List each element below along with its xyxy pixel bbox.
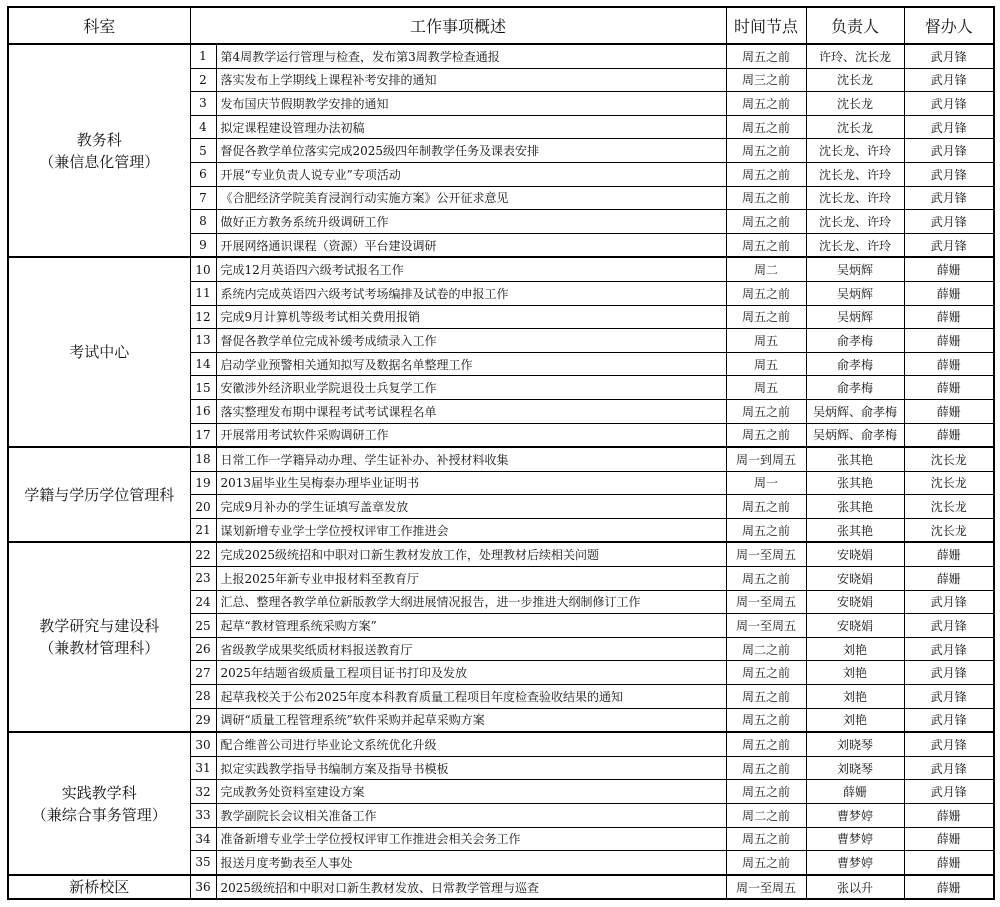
supervisor-name: 薛姗 (904, 851, 994, 875)
table-row (8, 875, 994, 900)
time-node: 周五之前 (726, 305, 806, 329)
owner-name: 张其艳 (806, 471, 904, 495)
time-node: 周一至周五 (726, 875, 806, 900)
owner-name: 刘晓琴 (806, 756, 904, 780)
row-number: 17 (190, 423, 216, 447)
supervisor-name: 武月锋 (904, 162, 994, 186)
time-node: 周二 (726, 257, 806, 281)
dept-name: 实践教学科 (61, 783, 137, 802)
owner-name: 安晓娟 (806, 590, 904, 614)
owner-name: 薛姗 (806, 780, 904, 804)
row-number: 18 (190, 447, 216, 471)
supervisor-name: 沈长龙 (904, 518, 994, 542)
row-number: 35 (190, 851, 216, 875)
row-number: 22 (190, 542, 216, 566)
task-description: 日常工作一学籍异动办理、学生证补办、补授材料收集 (216, 447, 726, 471)
time-node: 周三之前 (726, 68, 806, 92)
task-description: 2013届毕业生吴梅泰办理毕业证明书 (216, 471, 726, 495)
task-description: 做好正方教务系统升级调研工作 (216, 210, 726, 234)
time-node: 周五之前 (726, 115, 806, 139)
time-node: 周一至周五 (726, 614, 806, 638)
row-number: 12 (190, 305, 216, 329)
supervisor-name: 武月锋 (904, 590, 994, 614)
supervisor-name: 沈长龙 (904, 447, 994, 471)
row-number: 31 (190, 756, 216, 780)
task-description: 2025级统招和中职对口新生教材发放、日常教学管理与巡查 (216, 875, 726, 900)
owner-name: 张其艳 (806, 518, 904, 542)
header-task: 工作事项概述 (190, 7, 726, 44)
time-node: 周五 (726, 352, 806, 376)
supervisor-name: 薛姗 (904, 352, 994, 376)
row-number: 9 (190, 233, 216, 257)
task-description: 配合维普公司进行毕业论文系统优化升级 (216, 732, 726, 756)
owner-name: 俞孝梅 (806, 352, 904, 376)
time-node: 周五之前 (726, 780, 806, 804)
row-number: 34 (190, 827, 216, 851)
owner-name: 俞孝梅 (806, 329, 904, 353)
time-node: 周五之前 (726, 567, 806, 591)
dept-cell (8, 875, 190, 900)
task-description: 完成9月补办的学生证填写盖章发放 (216, 495, 726, 519)
table-row (8, 447, 994, 471)
time-node: 周五 (726, 329, 806, 353)
time-node: 周五之前 (726, 44, 806, 68)
owner-name: 吴炳辉 (806, 281, 904, 305)
task-description: 调研“质量工程管理系统”软件采购并起草采购方案 (216, 708, 726, 732)
task-description: 起草“教材管理系统采购方案” (216, 614, 726, 638)
work-schedule-table (7, 6, 995, 900)
task-description: 拟定课程建设管理办法初稿 (216, 115, 726, 139)
task-description: 落实整理发布期中课程考试考试课程名单 (216, 399, 726, 423)
supervisor-name: 武月锋 (904, 44, 994, 68)
supervisor-name: 沈长龙 (904, 471, 994, 495)
supervisor-name: 武月锋 (904, 732, 994, 756)
task-description: 《合肥经济学院美育浸润行动实施方案》公开征求意见 (216, 186, 726, 210)
task-description: 谋划新增专业学士学位授权评审工作推进会 (216, 518, 726, 542)
supervisor-name: 武月锋 (904, 614, 994, 638)
row-number: 10 (190, 257, 216, 281)
time-node: 周五之前 (726, 233, 806, 257)
table-row (8, 732, 994, 756)
header-row (8, 7, 994, 44)
dept-name: 学籍与学历学位管理科 (24, 485, 175, 504)
supervisor-name: 薛姗 (904, 329, 994, 353)
table-row (8, 542, 994, 566)
time-node: 周一至周五 (726, 542, 806, 566)
time-node: 周五之前 (726, 186, 806, 210)
task-description: 报送月度考勤表至人事处 (216, 851, 726, 875)
row-number: 24 (190, 590, 216, 614)
row-number: 25 (190, 614, 216, 638)
table-row (8, 44, 994, 68)
supervisor-name: 武月锋 (904, 685, 994, 709)
dept-name: 新桥校区 (69, 878, 130, 897)
task-description: 开展网络通识课程（资源）平台建设调研 (216, 233, 726, 257)
owner-name: 沈长龙 (806, 115, 904, 139)
dept-cell (8, 44, 190, 257)
row-number: 11 (190, 281, 216, 305)
time-node: 周五之前 (726, 92, 806, 116)
supervisor-name: 武月锋 (904, 233, 994, 257)
supervisor-name: 薛姗 (904, 567, 994, 591)
owner-name: 沈长龙、许玲 (806, 233, 904, 257)
row-number: 13 (190, 329, 216, 353)
owner-name: 吴炳辉、俞孝梅 (806, 399, 904, 423)
time-node: 周五之前 (726, 732, 806, 756)
task-description: 第4周教学运行管理与检查，发布第3周教学检查通报 (216, 44, 726, 68)
dept-subtitle: （兼教材管理科） (39, 639, 160, 658)
owner-name: 吴炳辉 (806, 257, 904, 281)
owner-name: 吴炳辉、俞孝梅 (806, 423, 904, 447)
header-supervisor: 督办人 (904, 7, 994, 44)
table-row (8, 257, 994, 281)
row-number: 14 (190, 352, 216, 376)
dept-name: 教务科 (76, 130, 122, 149)
time-node: 周五之前 (726, 162, 806, 186)
time-node: 周五之前 (726, 399, 806, 423)
dept-cell (8, 732, 190, 875)
row-number: 6 (190, 162, 216, 186)
task-description: 2025年结题省级质量工程项目证书打印及发放 (216, 661, 726, 685)
row-number: 33 (190, 804, 216, 828)
task-description: 系统内完成英语四六级考试考场编排及试卷的申报工作 (216, 281, 726, 305)
dept-subtitle: （兼信息化管理） (39, 152, 160, 171)
time-node: 周五之前 (726, 139, 806, 163)
time-node: 周五之前 (726, 827, 806, 851)
time-node: 周五之前 (726, 495, 806, 519)
row-number: 20 (190, 495, 216, 519)
supervisor-name: 武月锋 (904, 68, 994, 92)
dept-cell (8, 257, 190, 447)
task-description: 安徽涉外经济职业学院退役士兵复学工作 (216, 376, 726, 400)
row-number: 1 (190, 44, 216, 68)
supervisor-name: 薛姗 (904, 257, 994, 281)
time-node: 周五之前 (726, 756, 806, 780)
owner-name: 刘晓琴 (806, 732, 904, 756)
supervisor-name: 沈长龙 (904, 495, 994, 519)
supervisor-name: 薛姗 (904, 804, 994, 828)
row-number: 32 (190, 780, 216, 804)
table-body (8, 44, 994, 899)
task-description: 开展常用考试软件采购调研工作 (216, 423, 726, 447)
task-description: 完成教务处资料室建设方案 (216, 780, 726, 804)
task-description: 汇总、整理各教学单位新版教学大纲进展情况报告，进一步推进大纲制修订工作 (216, 590, 726, 614)
dept-cell (8, 542, 190, 732)
supervisor-name: 武月锋 (904, 139, 994, 163)
row-number: 29 (190, 708, 216, 732)
dept-subtitle: （兼综合事务管理） (31, 805, 167, 824)
owner-name: 安晓娟 (806, 542, 904, 566)
task-description: 启动学业预警相关通知拟写及数据名单整理工作 (216, 352, 726, 376)
task-description: 拟定实践教学指导书编制方案及指导书模板 (216, 756, 726, 780)
row-number: 30 (190, 732, 216, 756)
time-node: 周五之前 (726, 708, 806, 732)
supervisor-name: 武月锋 (904, 780, 994, 804)
dept-name: 考试中心 (69, 343, 130, 362)
time-node: 周一至周五 (726, 590, 806, 614)
owner-name: 吴炳辉 (806, 305, 904, 329)
supervisor-name: 武月锋 (904, 210, 994, 234)
owner-name: 刘艳 (806, 685, 904, 709)
task-description: 起草我校关于公布2025年度本科教育质量工程项目年度检查验收结果的通知 (216, 685, 726, 709)
supervisor-name: 武月锋 (904, 661, 994, 685)
dept-name: 教学研究与建设科 (39, 617, 160, 636)
owner-name: 曹梦婷 (806, 827, 904, 851)
time-node: 周五之前 (726, 210, 806, 234)
row-number: 8 (190, 210, 216, 234)
task-description: 完成9月计算机等级考试相关费用报销 (216, 305, 726, 329)
owner-name: 安晓娟 (806, 614, 904, 638)
supervisor-name: 薛姗 (904, 423, 994, 447)
row-number: 19 (190, 471, 216, 495)
time-node: 周五之前 (726, 685, 806, 709)
supervisor-name: 武月锋 (904, 756, 994, 780)
header-dept: 科室 (8, 7, 190, 44)
time-node: 周二之前 (726, 804, 806, 828)
supervisor-name: 薛姗 (904, 875, 994, 900)
task-description: 上报2025年新专业申报材料至教育厅 (216, 567, 726, 591)
owner-name: 许玲、沈长龙 (806, 44, 904, 68)
time-node: 周一 (726, 471, 806, 495)
time-node: 周五之前 (726, 281, 806, 305)
time-node: 周五之前 (726, 518, 806, 542)
time-node: 周五之前 (726, 851, 806, 875)
row-number: 15 (190, 376, 216, 400)
supervisor-name: 薛姗 (904, 281, 994, 305)
task-description: 准备新增专业学士学位授权评审工作推进会相关会务工作 (216, 827, 726, 851)
task-description: 教学副院长会议相关准备工作 (216, 804, 726, 828)
header-owner: 负责人 (806, 7, 904, 44)
owner-name: 沈长龙、许玲 (806, 139, 904, 163)
owner-name: 沈长龙、许玲 (806, 162, 904, 186)
owner-name: 张以升 (806, 875, 904, 900)
task-description: 省级教学成果奖纸质材料报送教育厅 (216, 637, 726, 661)
row-number: 7 (190, 186, 216, 210)
row-number: 4 (190, 115, 216, 139)
owner-name: 沈长龙、许玲 (806, 186, 904, 210)
task-description: 督促各教学单位完成补缓考成绩录入工作 (216, 329, 726, 353)
owner-name: 俞孝梅 (806, 376, 904, 400)
row-number: 28 (190, 685, 216, 709)
supervisor-name: 薛姗 (904, 542, 994, 566)
supervisor-name: 武月锋 (904, 637, 994, 661)
row-number: 3 (190, 92, 216, 116)
row-number: 16 (190, 399, 216, 423)
time-node: 周一到周五 (726, 447, 806, 471)
supervisor-name: 薛姗 (904, 399, 994, 423)
time-node: 周二之前 (726, 637, 806, 661)
owner-name: 刘艳 (806, 708, 904, 732)
row-number: 23 (190, 567, 216, 591)
owner-name: 张其艳 (806, 495, 904, 519)
row-number: 36 (190, 875, 216, 900)
dept-cell (8, 447, 190, 542)
owner-name: 沈长龙、许玲 (806, 210, 904, 234)
row-number: 21 (190, 518, 216, 542)
owner-name: 沈长龙 (806, 68, 904, 92)
supervisor-name: 薛姗 (904, 376, 994, 400)
owner-name: 安晓娟 (806, 567, 904, 591)
row-number: 26 (190, 637, 216, 661)
supervisor-name: 武月锋 (904, 186, 994, 210)
supervisor-name: 薛姗 (904, 827, 994, 851)
row-number: 5 (190, 139, 216, 163)
time-node: 周五之前 (726, 423, 806, 447)
task-description: 督促各教学单位落实完成2025级四年制教学任务及课表安排 (216, 139, 726, 163)
task-description: 开展“专业负责人说专业”专项活动 (216, 162, 726, 186)
supervisor-name: 武月锋 (904, 708, 994, 732)
row-number: 27 (190, 661, 216, 685)
owner-name: 张其艳 (806, 447, 904, 471)
header-time: 时间节点 (726, 7, 806, 44)
task-description: 完成12月英语四六级考试报名工作 (216, 257, 726, 281)
owner-name: 曹梦婷 (806, 804, 904, 828)
owner-name: 曹梦婷 (806, 851, 904, 875)
row-number: 2 (190, 68, 216, 92)
supervisor-name: 薛姗 (904, 305, 994, 329)
task-description: 完成2025级统招和中职对口新生教材发放工作，处理教材后续相关问题 (216, 542, 726, 566)
owner-name: 刘艳 (806, 661, 904, 685)
owner-name: 沈长龙 (806, 92, 904, 116)
time-node: 周五 (726, 376, 806, 400)
task-description: 发布国庆节假期教学安排的通知 (216, 92, 726, 116)
owner-name: 刘艳 (806, 637, 904, 661)
time-node: 周五之前 (726, 661, 806, 685)
supervisor-name: 武月锋 (904, 115, 994, 139)
supervisor-name: 武月锋 (904, 92, 994, 116)
task-description: 落实发布上学期线上课程补考安排的通知 (216, 68, 726, 92)
